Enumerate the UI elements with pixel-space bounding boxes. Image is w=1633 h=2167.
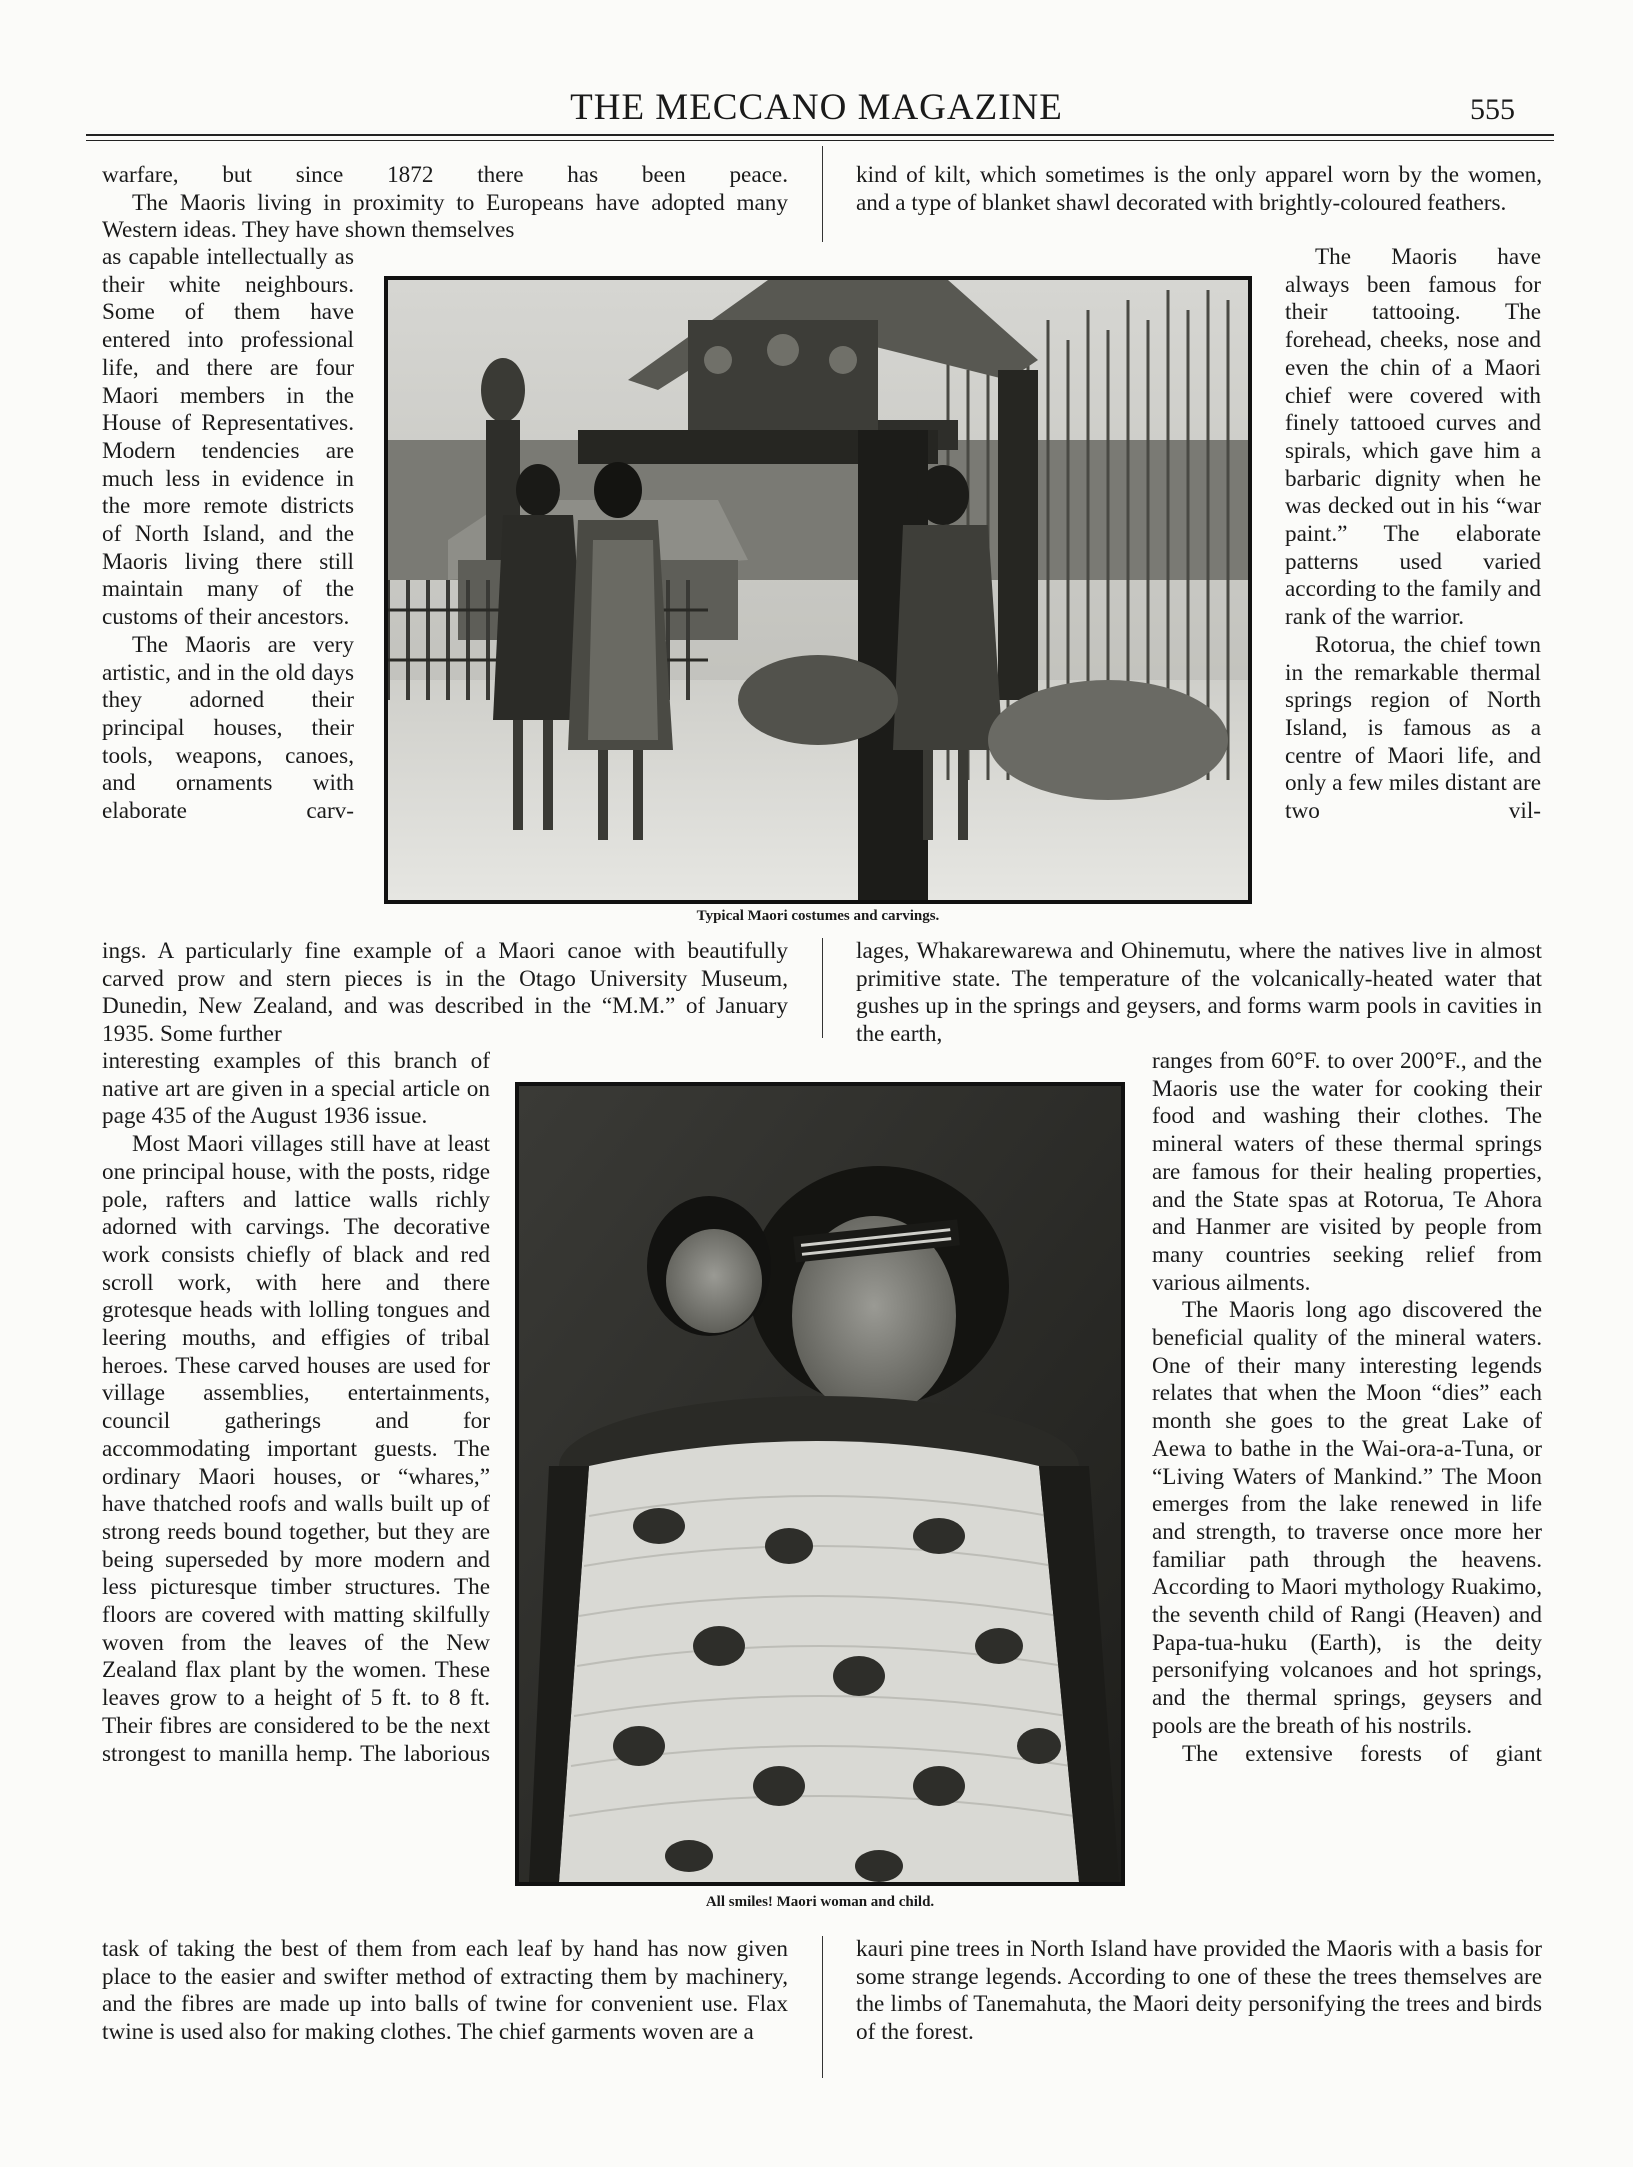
paragraph: ranges from 60°F. to over 200°F., and the Maoris use the water for cooking their food and washing their clothes. The mineral waters of these thermal springs are famous for their healing properties, and the State spas at Rotorua, Te Ahora and Hanmer are visited by people from many countries seeking relief from various ailments.: [1152, 1048, 1542, 1296]
text-right-narrow-1: [1285, 244, 1541, 826]
column-divider-top: [822, 146, 823, 242]
paragraph: lages, Whakarewarewa and Ohinemutu, where the natives live in almost primitive state. The temperature of the volcanically-heated water that gushes up in the springs and geysers, and forms warm pools in cavities in the earth,: [856, 938, 1542, 1048]
header-rule: [86, 134, 1554, 136]
text-bottom-left: [102, 1936, 788, 2047]
paragraph: The extensive forests of giant: [1182, 1740, 1542, 1767]
photo-caption-woman-child: All smiles! Maori woman and child.: [705, 1894, 935, 1910]
text-left-narrow-2: [102, 1048, 490, 1768]
photo-carvings-image: [388, 280, 1248, 900]
column-divider-middle: [822, 938, 823, 1038]
page-number: 555: [1470, 93, 1515, 126]
paragraph: as capable intellectually as their white neighbours. Some of them have entered into professional life, and there are four Maori members in the House of Representatives. Modern tendencies are much less in evidence in the more remote districts of North Island, and the Maoris living there still maintain many of the customs of their ancestors.: [102, 244, 354, 631]
paragraph: task of taking the best of them from each leaf by hand has now given place to the easier and swifter method of extracting them by machinery, and the fibres are made up into balls of twine for convenient use. Flax twine is used also for making clothes. The chief garments woven are a: [102, 1936, 788, 2046]
paragraph: The Maoris long ago discovered the beneficial quality of the mineral waters. One of their many interesting legends relates that when the Moon “dies” each month she goes to the great Lake of Aewa to bathe in the Wai-ora-a-Tuna, or “Living Waters of Mankind.” The Moon emerges from the lake renewed in life and strength, to traverse once more her familiar path through the heavens. According to Maori mythology Ruakimo, the seventh child of Rangi (Heaven) and Papa-tua-huku (Earth), is the deity personifying volcanoes and hot springs, and the thermal springs, geysers and pools are the breath of his nostrils.: [1152, 1297, 1542, 1739]
paragraph: ings. A particularly fine example of a Maori canoe with beautifully carved prow and stern pieces is in the Otago University Museum, Dunedin, New Zealand, and was described in the “M.M.” of January 1935. Some further: [102, 938, 788, 1048]
photo-woman-child-image: [519, 1086, 1121, 1882]
column-divider-bottom: [822, 1936, 823, 2078]
paragraph: Rotorua, the chief town in the remarkable thermal springs region of North Island, is famous as a centre of Maori life, and only a few miles distant are two vil-: [1285, 631, 1541, 825]
paragraph: Most Maori villages still have at least one principal house, with the posts, ridge pole, rafters and lattice walls richly adorned with carvings. The decorative work consists chiefly of black and red scroll work, with here and there grotesque heads with lolling tongues and leering mouths, and effigies of tribal heroes. These carved houses are used for village assemblies, entertainments, council gatherings and for accommodating important guests. The ordinary Maori houses, or “whares,” have thatched roofs and walls built up of strong reeds bound together, but they are being superseded by more modern and less picturesque timber structures. The floors are covered with matting skilfully woven from the leaves of the New Zealand flax plant by the women. These leaves grow to a height of 5 ft. to 8 ft. Their fibres are considered to be the next strongest to manilla hemp. The laborious: [102, 1131, 490, 1767]
text-top-right: [856, 162, 1542, 217]
text-bottom-right: [856, 1936, 1542, 2047]
header-rule-thin: [86, 140, 1554, 141]
paragraph: interesting examples of this branch of native art are given in a special article on page 435 of the August 1936 issue.: [102, 1048, 490, 1130]
text-middle-left: [102, 938, 788, 1049]
text-left-narrow-1: [102, 244, 354, 826]
paragraph: The Maoris living in proximity to Europeans have adopted many Western ideas. They have shown themselves: [102, 189, 788, 244]
paragraph: kind of kilt, which sometimes is the only apparel worn by the women, and a type of blanket shawl decorated with brightly-coloured feathers.: [856, 162, 1542, 216]
text-middle-right: [856, 938, 1542, 1049]
magazine-title: THE MECCANO MAGAZINE: [570, 87, 1063, 128]
photo-maori-carvings: [384, 276, 1252, 904]
photo-woman-and-child: [515, 1082, 1125, 1886]
paragraph: warfare, but since 1872 there has been peace.: [102, 162, 788, 188]
photo-caption-carvings: Typical Maori costumes and carvings.: [696, 908, 940, 924]
paragraph: The Maoris are very artistic, and in the old days they adorned their principal houses, their tools, weapons, canoes, and ornaments with elaborate carv-: [102, 631, 354, 825]
text-top-left: [102, 162, 788, 245]
paragraph: The Maoris have always been famous for their tattooing. The forehead, cheeks, nose and even the chin of a Maori chief were covered with finely tattooed curves and spirals, which gave him a barbaric dignity when he was decked out in his “war paint.” The elaborate patterns used varied according to the family and rank of the warrior.: [1285, 244, 1541, 631]
paragraph: kauri pine trees in North Island have provided the Maoris with a basis for some strange legends. According to one of these the trees themselves are the limbs of Tanemahuta, the Maori deity personifying the trees and birds of the forest.: [856, 1936, 1542, 2046]
text-right-narrow-2: [1152, 1048, 1542, 1768]
